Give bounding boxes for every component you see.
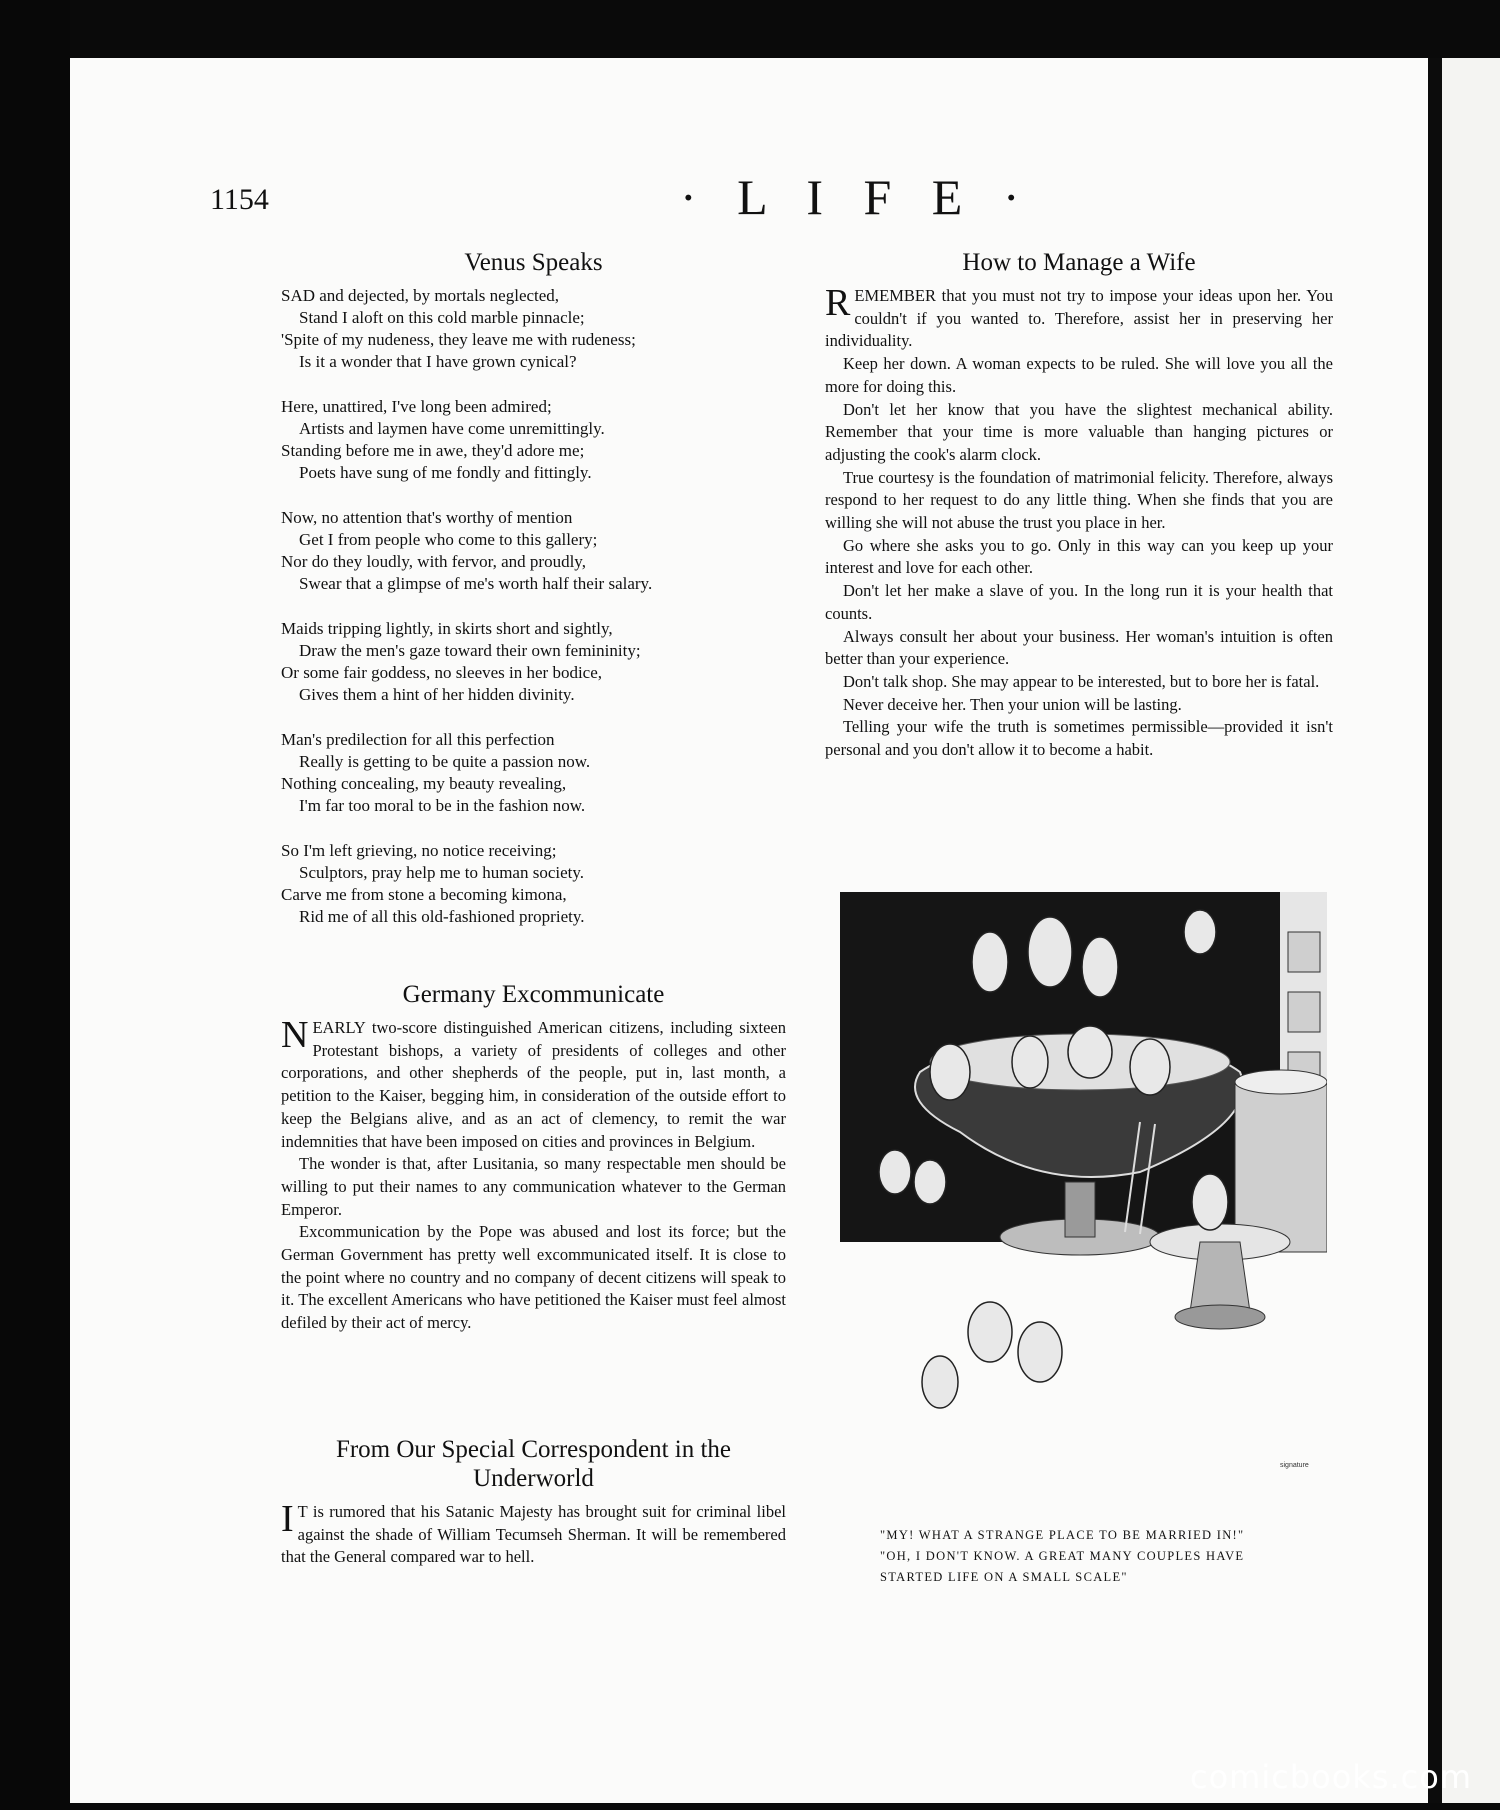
poem-line: Maids tripping lightly, in skirts short and sightly, <box>281 619 613 638</box>
paragraph: Never deceive her. Then your union will be lasting. <box>843 694 1182 714</box>
paragraph <box>281 1014 786 1153</box>
poem-line: Poets have sung of me fondly and fittingly. <box>299 463 592 482</box>
stanza <box>281 729 786 817</box>
scan-border-left <box>0 0 70 1810</box>
drop-cap: N <box>281 1014 309 1056</box>
poem-line: SAD and dejected, by mortals neglected, <box>281 286 560 305</box>
paragraph: True courtesy is the foundation of matrimonial felicity. Therefore, always respond to her request to do any little thing. When she finds that you are willing she will not abuse the trust you place in her. <box>825 467 1333 533</box>
caption-line: "MY! WHAT A STRANGE PLACE TO BE MARRIED IN!" <box>880 1528 1245 1542</box>
venus-article <box>281 248 786 951</box>
poem-line: Get I from people who come to this gallery; <box>299 530 598 549</box>
wife-article <box>825 248 1333 762</box>
poem-line: Sculptors, pray help me to human society. <box>299 863 585 882</box>
venus-title: Venus Speaks <box>464 249 603 276</box>
poem-line: Stand I aloft on this cold marble pinnacle; <box>299 308 585 327</box>
drop-cap: I <box>281 1498 294 1540</box>
venus-poem <box>281 285 786 928</box>
poem-line: Really is getting to be quite a passion now. <box>299 752 591 771</box>
poem-line: Is it a wonder that I have grown cynical? <box>299 352 577 371</box>
paragraph: Go where she asks you to go. Only in this way can you keep up your interest and love for each other. <box>825 535 1333 578</box>
drop-cap: R <box>825 282 851 324</box>
paragraph-text: EARLY two-score distinguished American citizens, including sixteen Protestant bishops, a variety of presidents of colleges and other corporations, and other shepherds of the people, put in, last month, a petition to the Kaiser, begging him, in consideration of the outside effort to keep the Belgians alive, and as an act of clemency, to remit the war indemnities that have been imposed on cities and provinces in Belgium. <box>281 1018 786 1151</box>
poem-line: Now, no attention that's worthy of mention <box>281 508 573 527</box>
poem-line: I'm far too moral to be in the fashion now. <box>299 796 586 815</box>
caption-line: STARTED LIFE ON A SMALL SCALE" <box>880 1570 1128 1584</box>
paragraph <box>281 1498 786 1569</box>
stanza <box>281 285 786 373</box>
poem-line: Carve me from stone a becoming kimona, <box>281 885 567 904</box>
poem-line: Man's predilection for all this perfection <box>281 730 555 749</box>
stanza <box>281 618 786 706</box>
poem-line: Artists and laymen have come unremittingly. <box>299 419 605 438</box>
watermark: comicbooks.com <box>1189 1758 1472 1796</box>
wife-body <box>825 282 1333 762</box>
caption-line: "OH, I DON'T KNOW. A GREAT MANY COUPLES HAVE <box>880 1549 1245 1563</box>
poem-line: Standing before me in awe, they'd adore me; <box>281 441 585 460</box>
paragraph: Don't let her know that you have the slightest mechanical ability. Remember that your time is more valuable than hanging pictures or adjusting the cook's alarm clock. <box>825 399 1333 464</box>
cartoon-caption <box>880 1525 1320 1588</box>
paragraph: Don't talk shop. She may appear to be interested, but to bore her is fatal. <box>843 671 1320 691</box>
next-page-edge <box>1442 58 1500 1803</box>
paragraph: The wonder is that, after Lusitania, so many respectable men should be willing to put their names to any communication whatever to the German Emperor. <box>281 1154 786 1219</box>
poem-line: Nor do they loudly, with fervor, and proudly, <box>281 552 586 571</box>
svg-text:signature: signature <box>1280 1462 1309 1469</box>
paragraph: Always consult her about your business. Her woman's intuition is often better than your experience. <box>825 626 1333 669</box>
stanza <box>281 396 786 484</box>
poem-line: So I'm left grieving, no notice receiving; <box>281 841 557 860</box>
poem-line: Swear that a glimpse of me's worth half their salary. <box>299 574 653 593</box>
underworld-title: From Our Special Correspondent in the Underworld <box>335 1436 732 1492</box>
paragraph: Don't let her make a slave of you. In the long run it is your health that counts. <box>825 581 1333 623</box>
germany-article <box>281 980 786 1335</box>
poem-line: Draw the men's gaze toward their own femininity; <box>299 641 641 660</box>
poem-line: Or some fair goddess, no sleeves in her bodice, <box>281 663 603 682</box>
wife-title: How to Manage a Wife <box>962 249 1196 276</box>
cartoon-illustration <box>840 892 1327 1484</box>
poem-line: Rid me of all this old-fashioned propriety. <box>299 907 585 926</box>
paragraph-text: EMEMBER that you must not try to impose your ideas upon her. You couldn't if you wanted to. Therefore, assist her in preserving her individuality. <box>825 286 1333 351</box>
paragraph: Excommunication by the Pope was abused and lost its force; but the German Government has pretty well excommunicated itself. It is close to the point where no country and no company of decent citizens will speak to it. The excellent Americans who have petitioned the Kaiser must feel almost defiled by their act of mercy. <box>281 1222 786 1333</box>
scan-gutter <box>1430 58 1442 1803</box>
germany-title: Germany Excommunicate <box>402 981 665 1008</box>
page-number: 1154 <box>210 183 269 216</box>
paragraph: Keep her down. A woman expects to be ruled. She will love you all the more for doing this. <box>825 354 1333 396</box>
paragraph-text: T is rumored that his Satanic Majesty has brought suit for criminal libel against the shade of William Tecumseh Sherman. It will be remembered that the General compared war to hell. <box>281 1502 786 1567</box>
poem-line: 'Spite of my nudeness, they leave me with rudeness; <box>281 330 636 349</box>
poem-line: Gives them a hint of her hidden divinity. <box>299 685 575 704</box>
poem-line: Nothing concealing, my beauty revealing, <box>281 774 567 793</box>
underworld-article <box>281 1435 786 1569</box>
masthead-title: · L I F E · <box>680 169 1034 225</box>
paragraph <box>825 282 1333 353</box>
underworld-body <box>281 1498 786 1569</box>
poem-line: Here, unattired, I've long been admired; <box>281 397 552 416</box>
stanza <box>281 507 786 595</box>
germany-body <box>281 1014 786 1335</box>
paragraph: Telling your wife the truth is sometimes permissible—provided it isn't personal and you don't allow it to become a habit. <box>825 717 1333 760</box>
stanza <box>281 840 786 928</box>
